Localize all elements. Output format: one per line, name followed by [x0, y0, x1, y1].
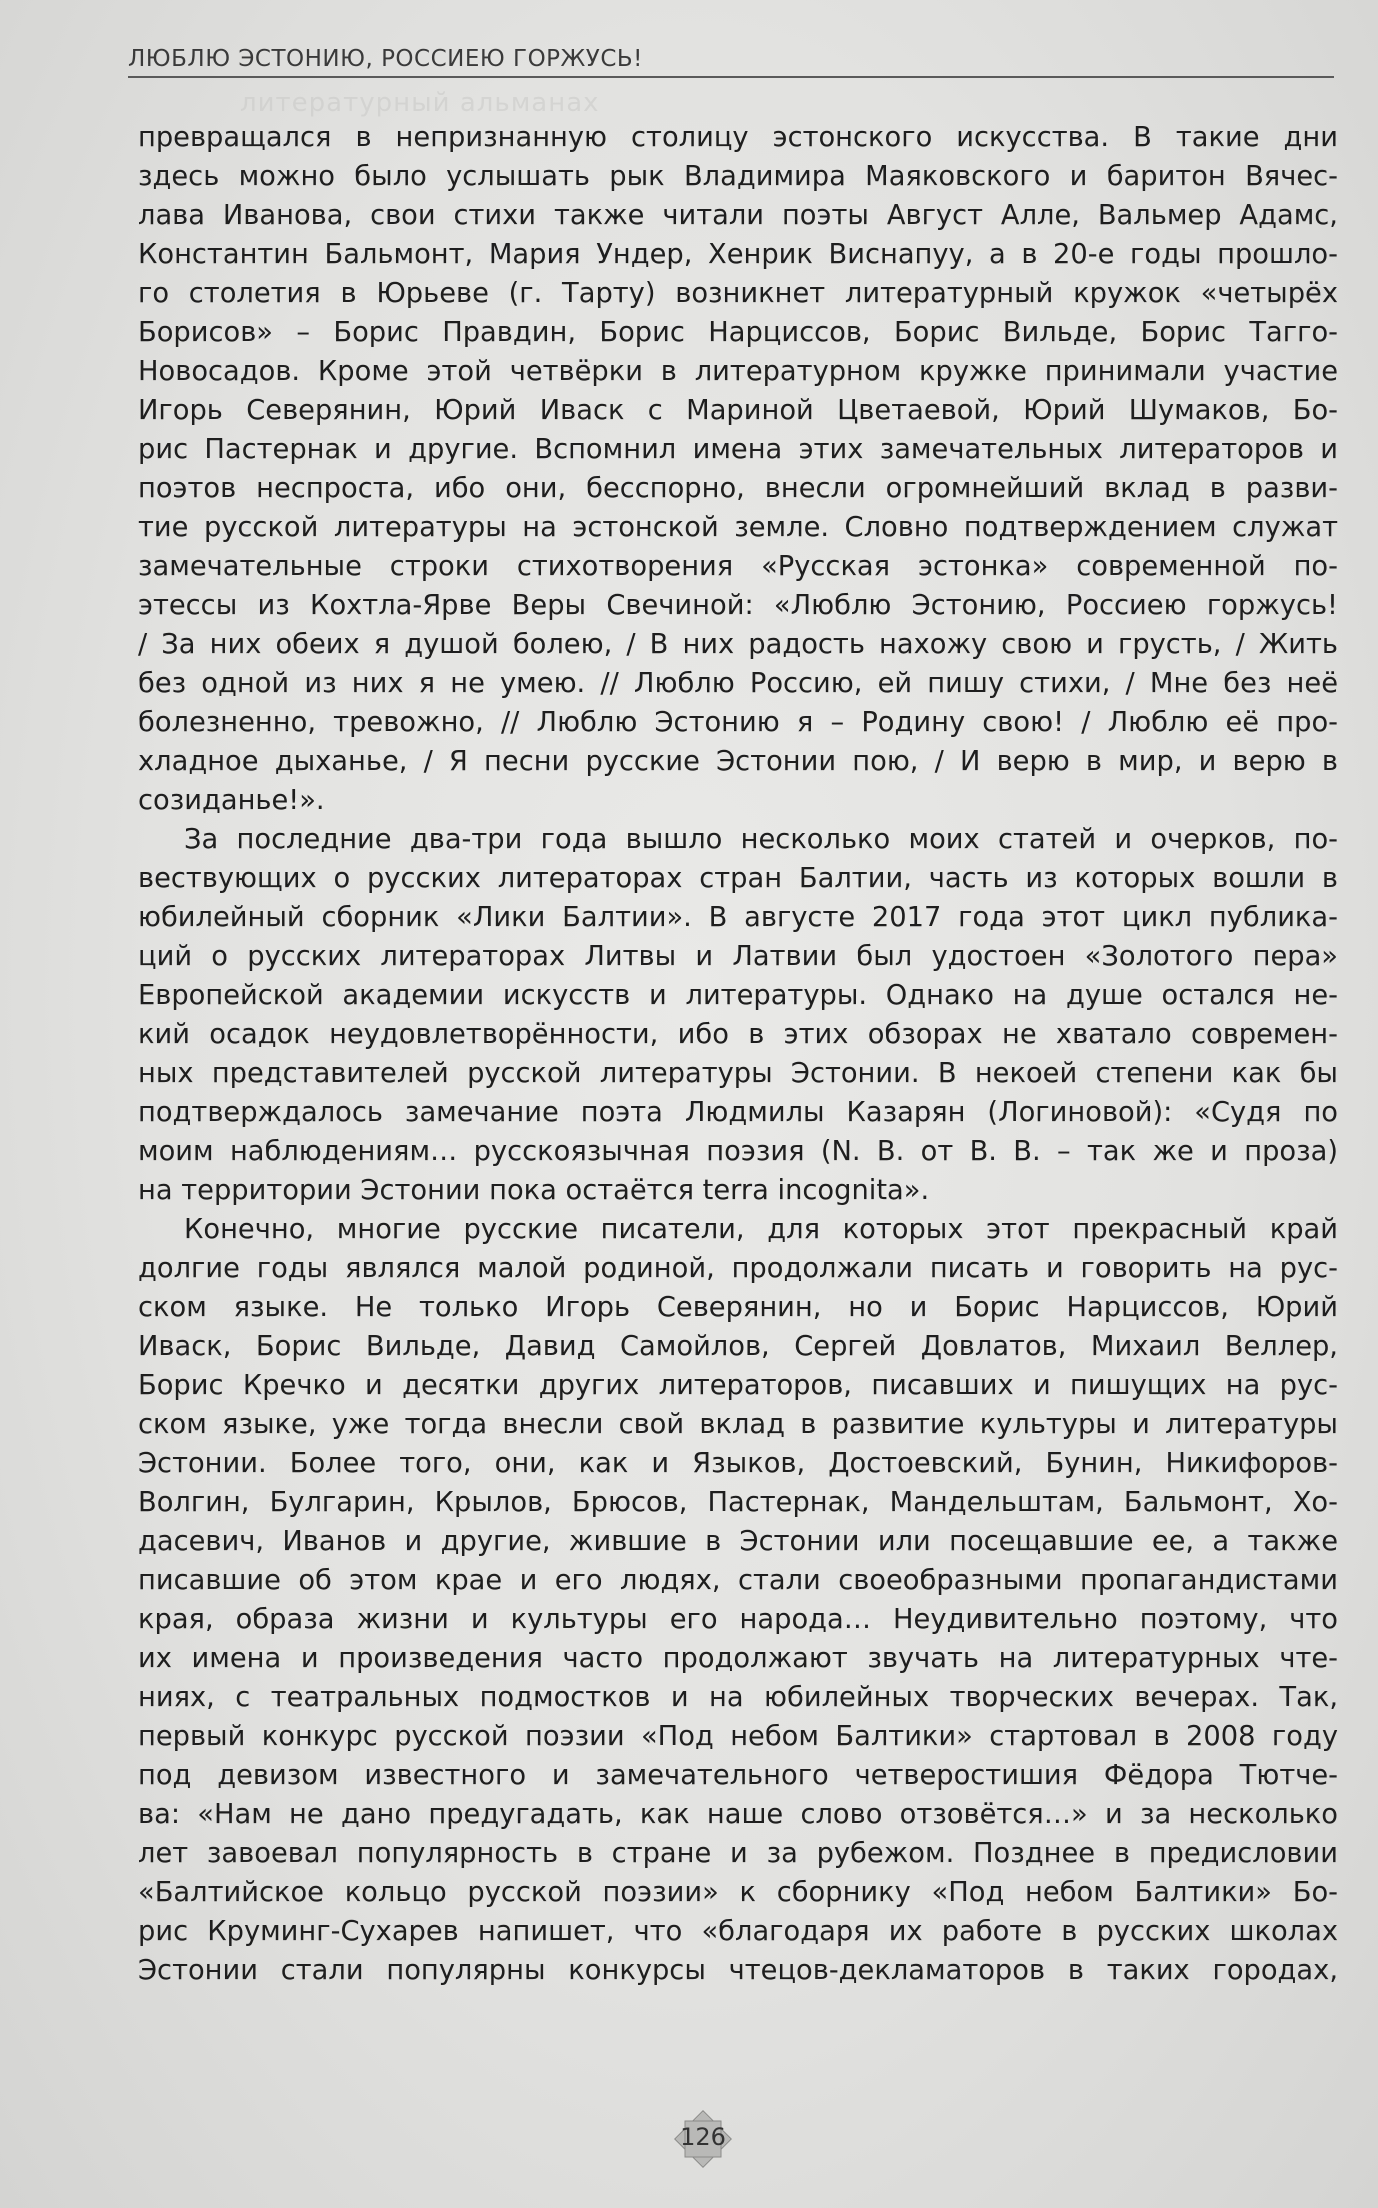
page-number: 126 — [680, 2123, 726, 2151]
text-line: ций о русских литераторах Литвы и Латвии был удостоен «Золотого пера» — [138, 941, 1338, 972]
text-line: первый конкурс русской поэзии «Под небом Балтики» стартовал в 2008 году — [138, 1721, 1338, 1752]
text-line: Конечно, многие русские писатели, для которых этот прекрасный край — [184, 1214, 1338, 1245]
running-head: ЛЮБЛЮ ЭСТОНИЮ, РОССИЕЮ ГОРЖУСЬ! — [128, 46, 643, 72]
text-line: лава Иванова, свои стихи также читали поэты Август Алле, Вальмер Адамс, — [138, 200, 1338, 231]
text-line: «Балтийское кольцо русской поэзии» к сборнику «Под небом Балтики» Бо- — [138, 1877, 1338, 1908]
text-line: ском языке. Не только Игорь Северянин, но и Борис Нарциссов, Юрий — [138, 1292, 1338, 1323]
text-line: писавшие об этом крае и его людях, стали своеобразными пропагандистами — [138, 1565, 1338, 1596]
text-line: моим наблюдениям… русскоязычная поэзия (N. B. от В. В. – так же и проза) — [138, 1136, 1338, 1167]
text-line: Новосадов. Кроме этой четвёрки в литературном кружке принимали участие — [138, 356, 1338, 387]
paragraph — [138, 1210, 1338, 1990]
body-text — [138, 118, 1338, 1990]
text-line: хладное дыханье, / Я песни русские Эстонии пою, / И верю в мир, и верю в — [138, 746, 1338, 777]
text-line: рис Пастернак и другие. Вспомнил имена этих замечательных литераторов и — [138, 434, 1338, 465]
text-line: созиданье!». — [138, 785, 325, 816]
text-line: юбилейный сборник «Лики Балтии». В августе 2017 года этот цикл публика- — [138, 902, 1338, 933]
paragraph — [138, 820, 1338, 1210]
text-line: Борис Кречко и десятки других литераторов, писавших и пишущих на рус- — [138, 1370, 1338, 1401]
text-line: Эстонии. Более того, они, как и Языков, Достоевский, Бунин, Никифоров- — [138, 1448, 1338, 1479]
text-line: За последние два-три года вышло несколько моих статей и очерков, по- — [184, 824, 1338, 855]
text-line: Эстонии стали популярны конкурсы чтецов-декламаторов в таких городах, — [138, 1955, 1338, 1986]
text-line: подтверждалось замечание поэта Людмилы Казарян (Логиновой): «Судя по — [138, 1097, 1338, 1128]
text-line: го столетия в Юрьеве (г. Тарту) возникнет литературный кружок «четырёх — [138, 278, 1338, 309]
text-line: замечательные строки стихотворения «Русская эстонка» современной по- — [138, 551, 1338, 582]
text-line: кий осадок неудовлетворённости, ибо в этих обзорах не хватало современ- — [138, 1019, 1338, 1050]
text-line: долгие годы являлся малой родиной, продолжали писать и говорить на рус- — [138, 1253, 1338, 1284]
paragraph — [138, 118, 1338, 820]
text-line: тие русской литературы на эстонской земле. Словно подтверждением служат — [138, 512, 1338, 543]
text-line: края, образа жизни и культуры его народа… Неудивительно поэтому, что — [138, 1604, 1338, 1635]
text-line: Иваск, Борис Вильде, Давид Самойлов, Сергей Довлатов, Михаил Веллер, — [138, 1331, 1338, 1362]
text-line: рис Круминг-Сухарев напишет, что «благодаря их работе в русских школах — [138, 1916, 1338, 1947]
text-line: на территории Эстонии пока остаётся terra incognita». — [138, 1175, 930, 1206]
text-line: Игорь Северянин, Юрий Иваск с Мариной Цветаевой, Юрий Шумаков, Бо- — [138, 395, 1338, 426]
text-line: лет завоевал популярность в стране и за рубежом. Позднее в предисловии — [138, 1838, 1338, 1869]
text-line: ва: «Нам не дано предугадать, как наше слово отзовётся…» и за несколько — [138, 1799, 1338, 1830]
text-line: их имена и произведения часто продолжают звучать на литературных чте- — [138, 1643, 1338, 1674]
text-line: превращался в непризнанную столицу эстонского искусства. В такие дни — [138, 122, 1338, 153]
text-line: этессы из Кохтла-Ярве Веры Свечиной: «Люблю Эстонию, Россиею горжусь! — [138, 590, 1338, 621]
text-line: дасевич, Иванов и другие, жившие в Эстонии или посещавшие ее, а также — [138, 1526, 1338, 1557]
header-rule — [128, 76, 1334, 78]
text-line: под девизом известного и замечательного четверостишия Фёдора Тютче- — [138, 1760, 1338, 1791]
text-line: ных представителей русской литературы Эстонии. В некоей степени как бы — [138, 1058, 1338, 1089]
text-line: поэтов неспроста, ибо они, бесспорно, внесли огромнейший вклад в разви- — [138, 473, 1338, 504]
text-line: Константин Бальмонт, Мария Ундер, Хенрик Виснапуу, а в 20-е годы прошло- — [138, 239, 1338, 270]
text-line: здесь можно было услышать рык Владимира Маяковского и баритон Вячес- — [138, 161, 1338, 192]
text-line: Европейской академии искусств и литературы. Однако на душе остался не- — [138, 980, 1338, 1011]
text-line: Борисов» – Борис Правдин, Борис Нарциссов, Борис Вильде, Борис Тагго- — [138, 317, 1338, 348]
text-line: ниях, с театральных подмостков и на юбилейных творческих вечерах. Так, — [138, 1682, 1338, 1713]
text-line: Волгин, Булгарин, Крылов, Брюсов, Пастернак, Мандельштам, Бальмонт, Хо- — [138, 1487, 1338, 1518]
bleed-through-text: литературный альманах — [240, 88, 600, 118]
text-line: без одной из них я не умею. // Люблю Россию, ей пишу стихи, / Мне без неё — [138, 668, 1338, 699]
text-line: ском языке, уже тогда внесли свой вклад в развитие культуры и литературы — [138, 1409, 1338, 1440]
text-line: болезненно, тревожно, // Люблю Эстонию я – Родину свою! / Люблю её про- — [138, 707, 1338, 738]
text-line: вествующих о русских литераторах стран Балтии, часть из которых вошли в — [138, 863, 1338, 894]
text-line: / За них обеих я душой болею, / В них радость нахожу свою и грусть, / Жить — [138, 629, 1338, 660]
